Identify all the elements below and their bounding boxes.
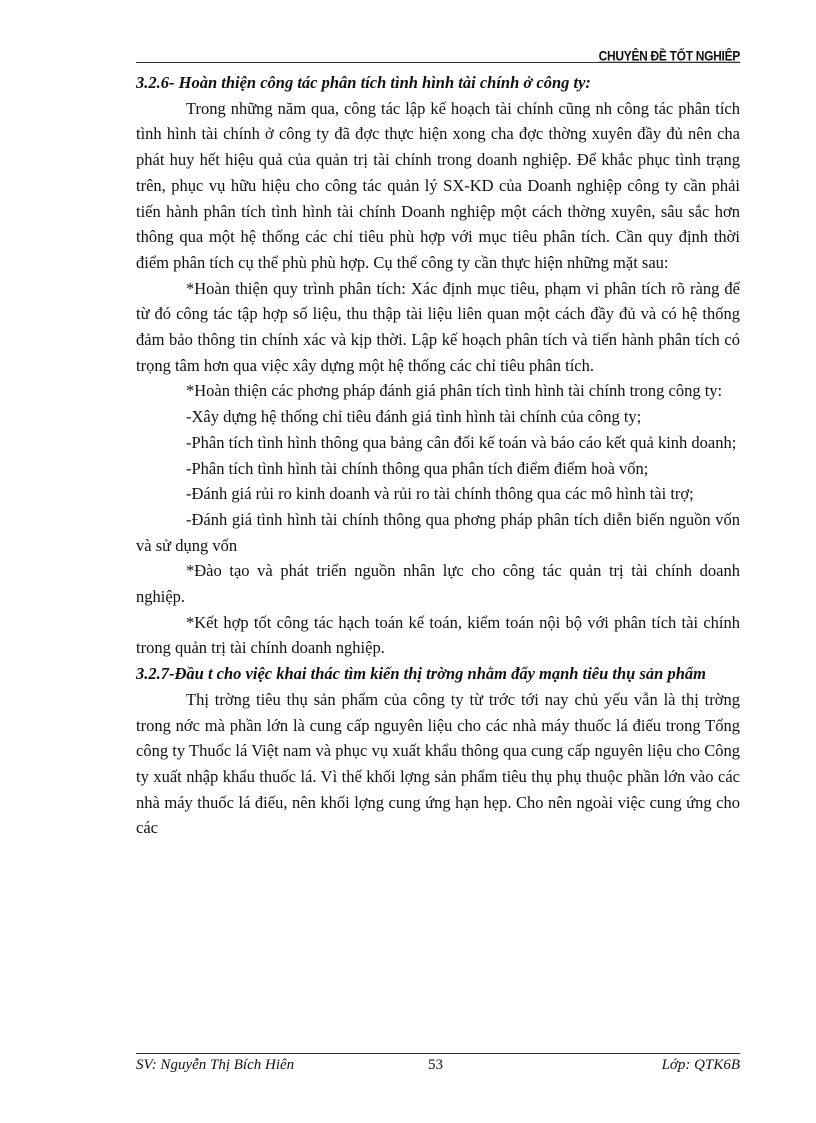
paragraph: *Đào tạo và phát triển nguồn nhân lực cho công tác quản trị tài chính doanh nghiệp. bbox=[136, 561, 740, 607]
page-content bbox=[136, 70, 740, 841]
paragraph: *Hoàn thiện quy trình phân tích: Xác định mục tiêu, phạm vi phân tích rõ ràng để từ đó công tác tập hợp số liệu, thu thập tài liệu liên quan một cách đầy đủ và có hệ thống đảm bảo thông tin chính xác và kịp thời. Lập kế hoạch phân tích và tiến hành phân tích có trọng tâm hơn qua việc xây dựng một hệ thống các chỉ tiêu phân tích. bbox=[136, 278, 740, 375]
paragraph: Trong những năm qua, công tác lập kế hoạch tài chính cũng nh công tác phân tích tình hình tài chính ở công ty đã đợc thực hiện xong cha đợc thờng xuyên đầy đủ nên cha phát huy hết hiệu quả của quản trị tài chính trong doanh nghiệp. Để khắc phục tình trạng trên, phục vụ hữu hiệu cho công tác quản lý SX-KD của Doanh nghiệp công ty cần phải tiến hành phân tích tình hình tài chính Doanh nghiệp một cách thờng xuyên, sâu sắc hơn thông qua một hệ thống các chỉ tiêu phù hợp với mục tiêu phân tích. Cần quy định thời điểm phân tích cụ thể phù phù hợp. Cụ thể công ty cần thực hiện những mặt sau: bbox=[136, 98, 740, 272]
footer-rule bbox=[136, 1053, 740, 1054]
header-rule bbox=[136, 62, 740, 63]
list-item: -Đánh giá tình hình tài chính thông qua phơng pháp phân tích diễn biến nguồn vốn và sử dụng vốn bbox=[136, 509, 740, 555]
list-item: -Phân tích tình hình thông qua bảng cân đối kế toán và báo cáo kết quả kinh doanh; bbox=[186, 432, 737, 452]
list-item: -Phân tích tình hình tài chính thông qua phân tích điểm điểm hoà vốn; bbox=[186, 458, 649, 478]
footer-class: Lớp: QTK6B bbox=[661, 1057, 740, 1073]
paragraph: *Kết hợp tốt công tác hạch toán kế toán, kiểm toán nội bộ với phân tích tài chính trong quản trị tài chính doanh nghiệp. bbox=[136, 612, 740, 658]
header-title: CHUYÊN ĐỀ TỐT NGHIỆP bbox=[598, 47, 740, 65]
page-number: 53 bbox=[428, 1057, 443, 1073]
paragraph: Thị trờng tiêu thụ sản phẩm của công ty từ trớc tới nay chủ yếu vẫn là thị trờng trong nớc mà phần lớn là cung cấp nguyên liệu cho các nhà máy thuốc lá điếu trong Tổng công ty Thuốc lá Việt nam và phục vụ xuất khẩu thông qua cung cấp nguyên liệu cho Công ty xuất nhập khẩu thuốc lá. Vì thế khối lợng sản phẩm tiêu thụ phụ thuộc phần lớn vào các nhà máy thuốc lá điếu, nên khối lợng cung ứng hạn hẹp. Cho nên ngoài việc cung ứng cho các bbox=[136, 689, 740, 838]
list-item: -Xây dựng hệ thống chỉ tiêu đánh giá tình hình tài chính của công ty; bbox=[186, 407, 642, 427]
section-heading-3-2-7: 3.2.7-Đầu t cho việc khai thác tìm kiến thị trờng nhằm đẩy mạnh tiêu thụ sản phẩm bbox=[136, 664, 706, 684]
footer-student: SV: Nguyễn Thị Bích Hiên bbox=[136, 1057, 295, 1073]
list-item: -Đánh giá rủi ro kinh doanh và rủi ro tài chính thông qua các mô hình tài trợ; bbox=[186, 484, 694, 504]
paragraph: *Hoàn thiện các phơng pháp đánh giá phân tích tình hình tài chính trong công ty: bbox=[186, 381, 723, 401]
section-heading-3-2-6: 3.2.6- Hoàn thiện công tác phân tích tình hình tài chính ở công ty: bbox=[136, 73, 591, 92]
